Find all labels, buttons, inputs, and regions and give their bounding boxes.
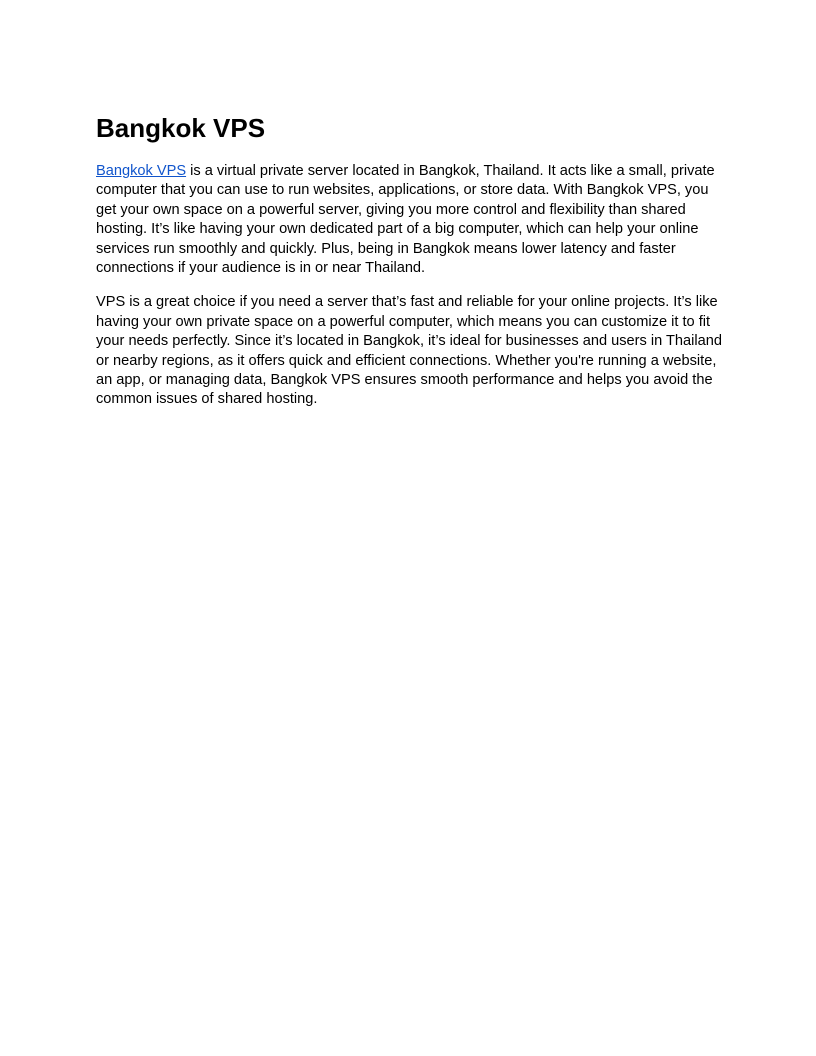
paragraph-intro-text: is a virtual private server located in Bangkok, Thailand. It acts like a small, private computer that you can use to run websites, applications, or store data. With Bangkok VPS, you get your own space on a powerful server, giving you more control and flexibility than shared hosting. It’s like having your own dedicated part of a big computer, which can help your online services run smoothly and quickly. Plus, being in Bangkok means lower latency and faster connections if your audience is in or near Thailand. (96, 163, 715, 277)
document-page (96, 110, 722, 425)
paragraph-benefits: VPS is a great choice if you need a server that’s fast and reliable for your online projects. It’s like having your own private space on a powerful computer, which means you can customize it to fit your needs perfectly. Since it’s located in Bangkok, it’s ideal for businesses and users in Thailand or nearby regions, as it offers quick and efficient connections. Whether you're running a website, an app, or managing data, Bangkok VPS ensures smooth performance and helps you avoid the common issues of shared hosting. (96, 294, 722, 408)
document-title: Bangkok VPS (96, 113, 266, 143)
paragraph-intro (96, 162, 722, 278)
bangkok-vps-link[interactable]: Bangkok VPS (96, 163, 187, 179)
